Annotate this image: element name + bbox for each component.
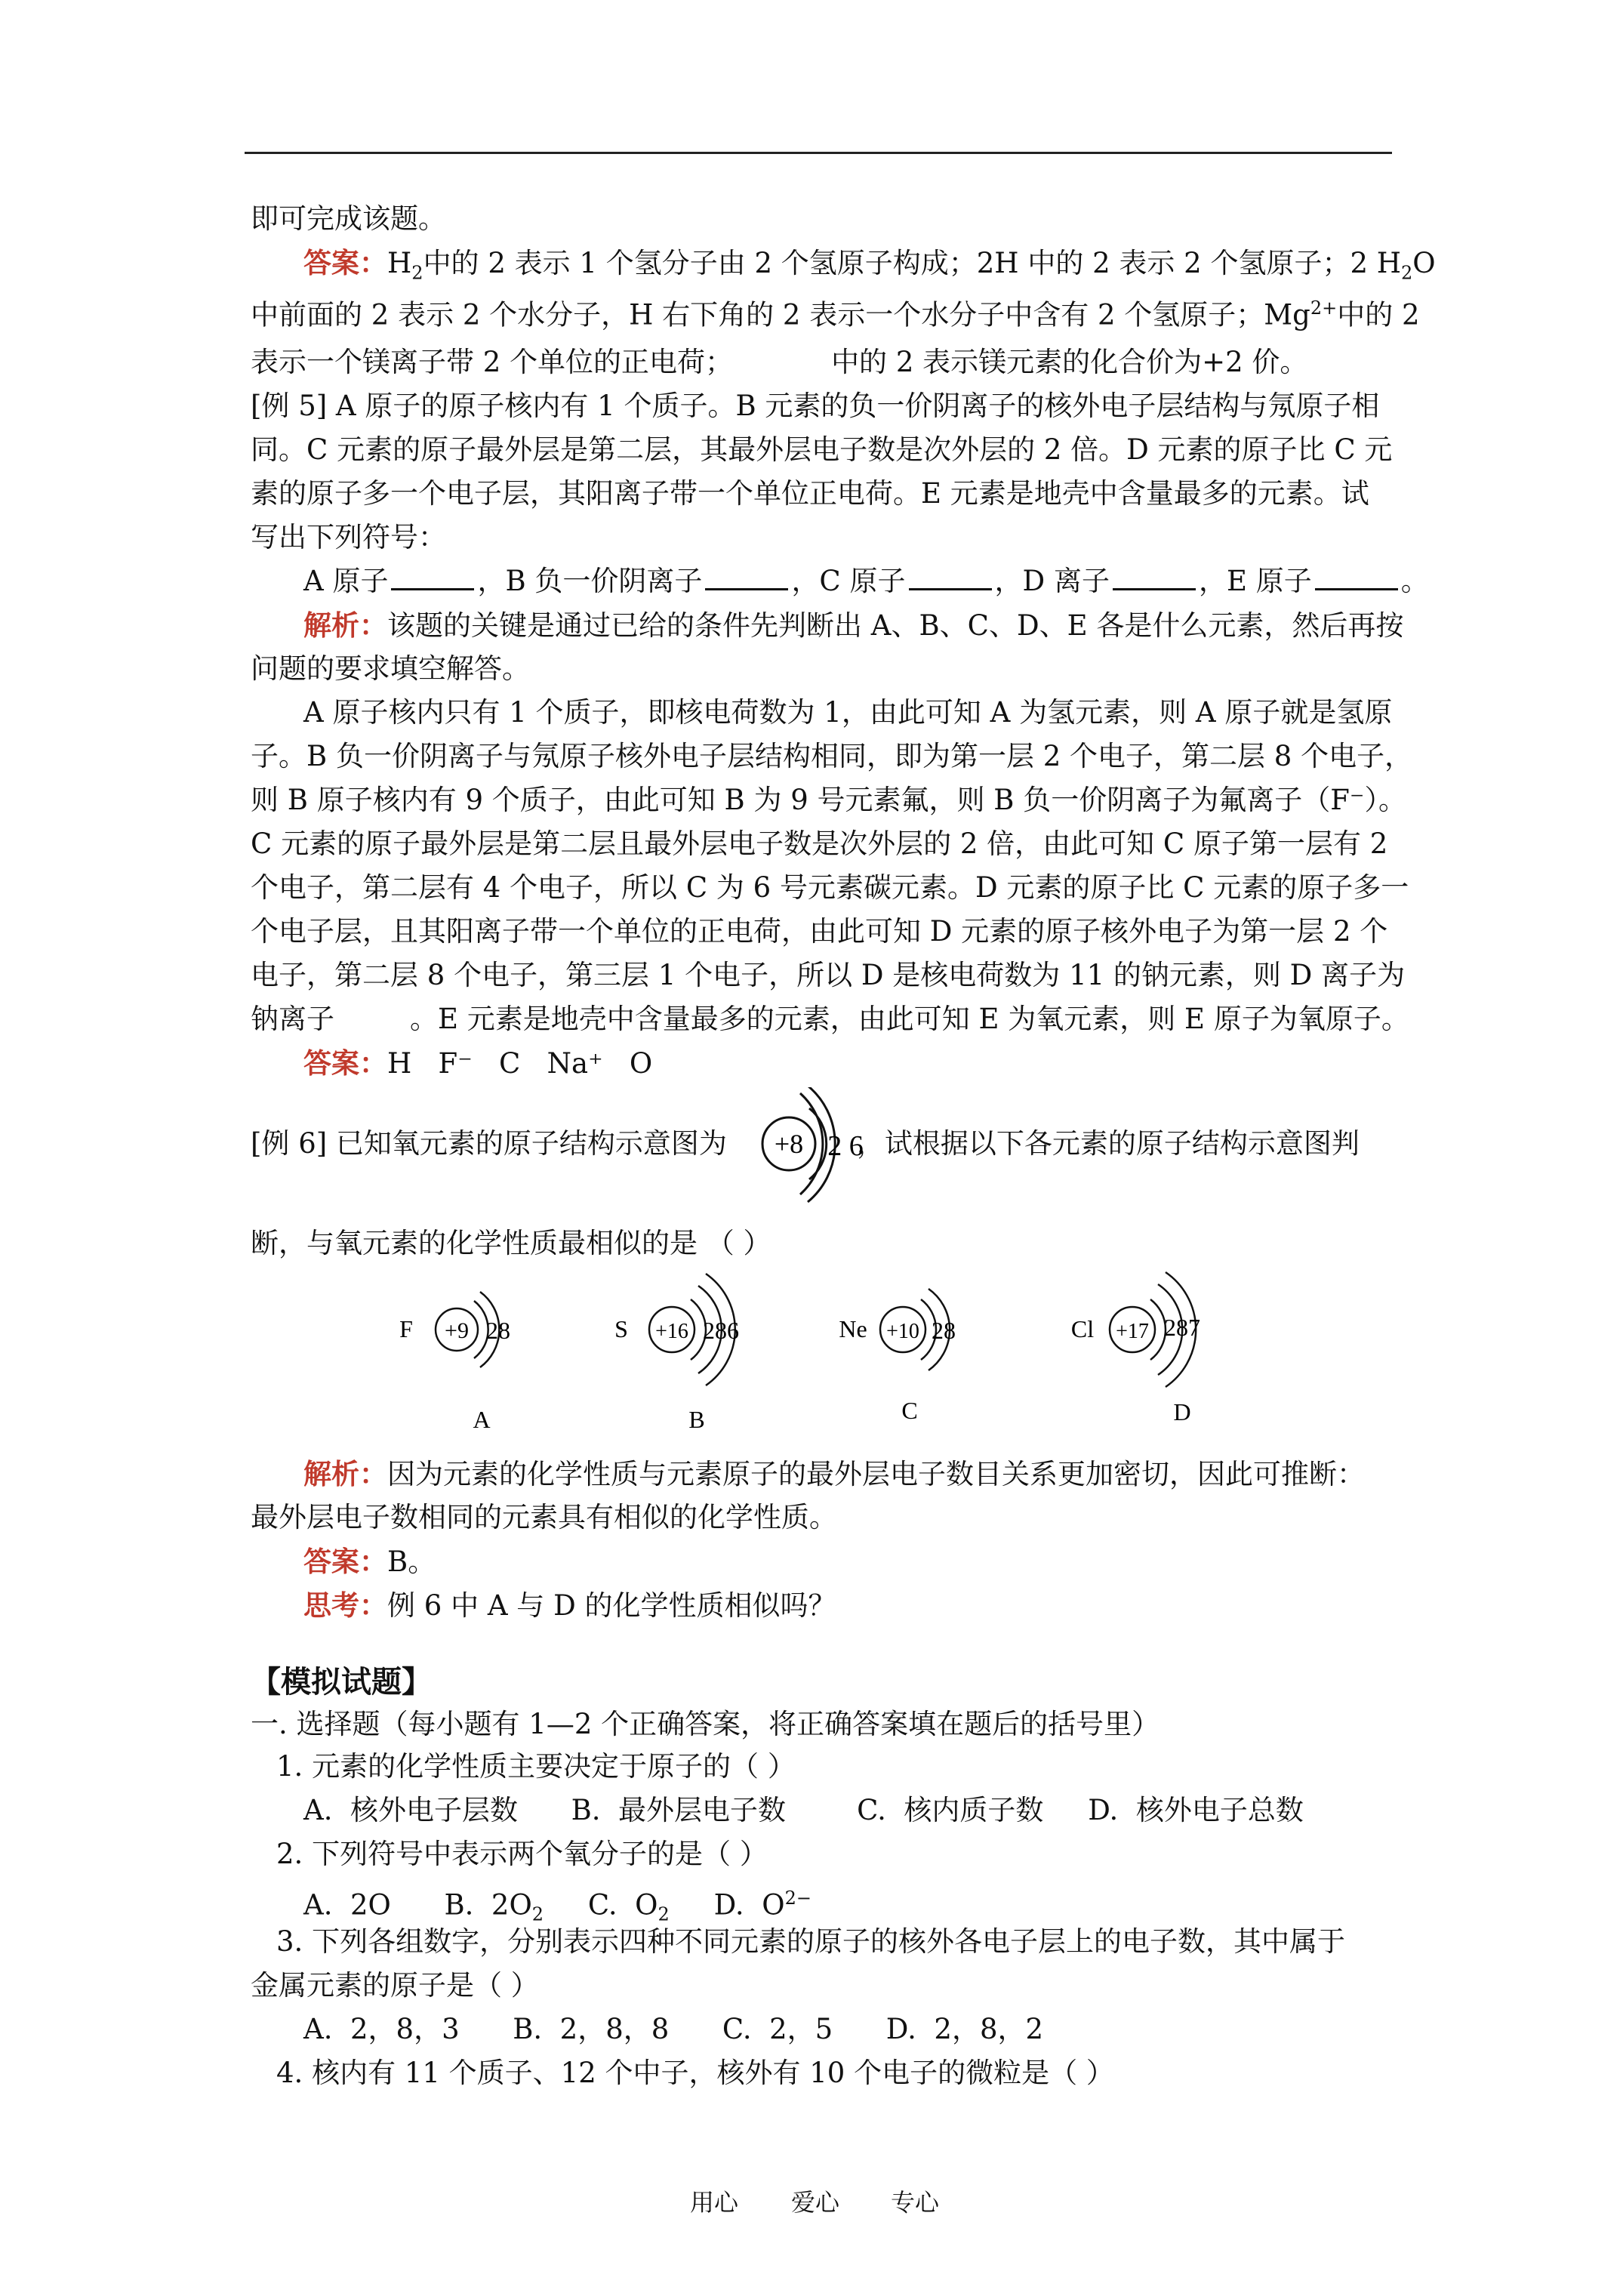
atom-option-a — [399, 1292, 510, 1433]
element-symbol: S — [614, 1315, 628, 1342]
blank-d[interactable] — [1113, 567, 1196, 590]
electron-counts: 287 — [1164, 1314, 1200, 1341]
question-2-options — [303, 1881, 812, 1931]
text-span: A. 2O B. 2O — [303, 1888, 532, 1922]
text-span: 该题的关键是通过已给的条件先判断出 A、B、C、D、E 各是什么元素，然后再按 — [387, 609, 1404, 642]
text-span: A 原子 — [303, 565, 389, 597]
blank-a[interactable] — [391, 567, 474, 590]
text-span: H — [387, 247, 412, 279]
text-span: O — [1412, 247, 1436, 279]
text-line: C 元素的原子最外层是第二层且最外层电子数是次外层的 2 倍，由此可知 C 原子第一层有 2 — [251, 827, 1388, 860]
option-letter: D — [1173, 1398, 1191, 1425]
footer-right: 专心 — [891, 2188, 940, 2217]
shell-arc-2 — [800, 1093, 823, 1194]
text-line: 即可完成该题。 — [251, 202, 446, 235]
think-label: 思考： — [303, 1589, 387, 1622]
analysis-line — [303, 1457, 1365, 1491]
text-span: 钠离子 — [251, 1003, 334, 1035]
text-span: 中的 2 表示镁元素的化合价为+2 价。 — [831, 346, 1308, 378]
atom-option-c — [839, 1289, 956, 1424]
footer-mid: 爱心 — [791, 2188, 840, 2217]
text-span: [例 6] 已知氧元素的原子结构示意图为 — [251, 1127, 727, 1160]
text-line: A 原子核内只有 1 个质子，即核电荷数为 1，由此可知 A 为氢元素，则 A 原子就是氢原 — [303, 696, 1393, 729]
text-span: ，试根据以下各元素的原子结构示意图判 — [856, 1127, 1360, 1160]
text-line: 个电子，第二层有 4 个电子，所以 C 为 6 号元素碳元素。D 元素的原子比 C 元素的原子多一 — [251, 871, 1409, 904]
analysis-label: 解析： — [303, 1457, 387, 1490]
footer-left: 用心 — [690, 2188, 739, 2217]
text-span: B。 — [387, 1546, 436, 1578]
text-span: 中的 2 表示 1 个氢分子由 2 个氢原子构成；2H 中的 2 表示 2 个氢原子；2 H — [423, 247, 1402, 279]
question-1: 1. 元素的化学性质主要决定于原子的（ ） — [276, 1750, 796, 1783]
text-span: ，C 原子 — [791, 565, 906, 597]
option-letter: A — [473, 1406, 491, 1433]
nucleus-charge: +9 — [445, 1318, 469, 1343]
answer-line — [303, 1046, 652, 1080]
question-3: 3. 下列各组数字，分别表示四种不同元素的原子的核外各电子层上的电子数，其中属于 — [276, 1925, 1346, 1958]
element-symbol: Ne — [839, 1315, 867, 1342]
text-span: 。E 元素是地壳中含量最多的元素，由此可知 E 为氧元素，则 E 原子为氧原子。 — [410, 1003, 1409, 1035]
answer-line — [303, 246, 1436, 289]
text-span: ，B 负一价阴离子 — [477, 565, 703, 597]
text-line: 电子，第二层 8 个电子，第三层 1 个电子，所以 D 是核电荷数为 11 的钠元素，则 D 离子为 — [251, 959, 1406, 991]
electron-counts: 286 — [703, 1317, 739, 1344]
text-span: C. O — [544, 1888, 658, 1922]
atom-option-b — [614, 1274, 739, 1433]
text-line: 最外层电子数相同的元素具有相似的化学性质。 — [251, 1501, 837, 1533]
electron-counts: 28 — [486, 1317, 510, 1344]
answer-label: 答案： — [303, 246, 387, 279]
text-span: 中的 2 — [1337, 298, 1420, 331]
question-3-cont: 金属元素的原子是（ ） — [251, 1969, 539, 2002]
answer-label: 答案： — [303, 1046, 387, 1080]
option-letter: B — [688, 1406, 705, 1433]
analysis-label: 解析： — [303, 609, 387, 642]
element-symbol: F — [399, 1315, 413, 1342]
text-line: 同。C 元素的原子最外层是第二层，其最外层电子数是次外层的 2 倍。D 元素的原子比 C 元 — [251, 433, 1393, 466]
text-line — [251, 346, 1307, 379]
blank-b[interactable] — [705, 567, 788, 590]
oxygen-atom-diagram — [755, 1087, 883, 1208]
answer-line — [303, 1545, 436, 1579]
blank-e[interactable] — [1315, 567, 1398, 590]
header-rule — [245, 152, 1392, 154]
text-line: 断，与氧元素的化学性质最相似的是 （ ） — [251, 1227, 771, 1259]
atom-options — [393, 1257, 1238, 1438]
question-3-options: A. 2，8，3 B. 2，8，8 C. 2，5 D. 2，8，2 — [303, 2013, 1044, 2045]
fill-blank-line — [303, 565, 1429, 598]
text-line: 素的原子多一个电子层，其阳离子带一个单位正电荷。E 元素是地壳中含量最多的元素。试 — [251, 477, 1369, 510]
subscript: 2 — [531, 1903, 544, 1925]
question-2: 2. 下列符号中表示两个氧分子的是（ ） — [276, 1838, 768, 1870]
nucleus-charge: +16 — [655, 1320, 688, 1343]
text-span: 。 — [1400, 565, 1429, 597]
think-line — [303, 1589, 836, 1623]
text-span: 例 6 中 A 与 D 的化学性质相似吗？ — [387, 1589, 836, 1622]
nucleus-charge: +10 — [886, 1320, 919, 1343]
superscript: 2− — [784, 1888, 812, 1909]
text-line — [251, 1003, 1409, 1036]
text-span: 中前面的 2 表示 2 个水分子，H 右下角的 2 表示一个水分子中含有 2 个氢原子；Mg — [251, 298, 1310, 331]
question-4: 4. 核内有 11 个质子、12 个中子，核外有 10 个电子的微粒是（ ） — [276, 2057, 1114, 2089]
text-span: D. O — [669, 1888, 785, 1922]
subscript: 2 — [411, 262, 423, 284]
subscript: 2 — [658, 1903, 670, 1925]
element-symbol: Cl — [1070, 1315, 1095, 1342]
section-intro: 一. 选择题（每小题有 1—2 个正确答案，将正确答案填在题后的括号里） — [251, 1708, 1160, 1740]
text-span: ，E 原子 — [1198, 565, 1312, 597]
text-line: 个电子层，且其阳离子带一个单位的正电荷，由此可知 D 元素的原子核外电子为第一层 2 个 — [251, 915, 1388, 948]
text-line: 问题的要求填空解答。 — [251, 652, 530, 685]
text-line: 则 B 原子核内有 9 个质子，由此可知 B 为 9 号元素氟，则 B 负一价阴离子为氟离子（F⁻）。 — [251, 784, 1406, 816]
text-line: 写出下列符号： — [251, 521, 446, 553]
text-line: [例 5] A 原子的原子核内有 1 个质子。B 元素的负一价阴离子的核外电子层结构与氖原子相 — [251, 390, 1380, 422]
text-span: H F⁻ C Na⁺ O — [387, 1047, 653, 1080]
nucleus-charge: +17 — [1116, 1320, 1149, 1343]
section-heading: 【模拟试题】 — [251, 1664, 432, 1700]
electron-counts: 28 — [932, 1317, 956, 1344]
analysis-line — [303, 609, 1403, 643]
question-1-options: A. 核外电子层数 B. 最外层电子数 C. 核内质子数 D. 核外电子总数 — [303, 1794, 1304, 1826]
superscript: 2+ — [1310, 297, 1338, 319]
electron-counts: 2 6 — [827, 1130, 864, 1162]
atom-option-d — [1071, 1272, 1200, 1425]
text-line: 子。B 负一价阴离子与氖原子核外电子层结构相同，即为第一层 2 个电子，第二层 8 个电子， — [251, 740, 1413, 772]
subscript: 2 — [1401, 262, 1413, 284]
text-span: ，D 离子 — [994, 565, 1110, 597]
nucleus-charge: +8 — [774, 1129, 804, 1159]
text-line — [251, 291, 1420, 331]
text-span: 表示一个镁离子带 2 个单位的正电荷； — [251, 346, 734, 378]
blank-c[interactable] — [909, 567, 992, 590]
answer-label: 答案： — [303, 1545, 387, 1578]
text-span: 因为元素的化学性质与元素原子的最外层电子数目关系更加密切，因此可推断： — [387, 1458, 1365, 1490]
option-letter: C — [901, 1397, 918, 1424]
